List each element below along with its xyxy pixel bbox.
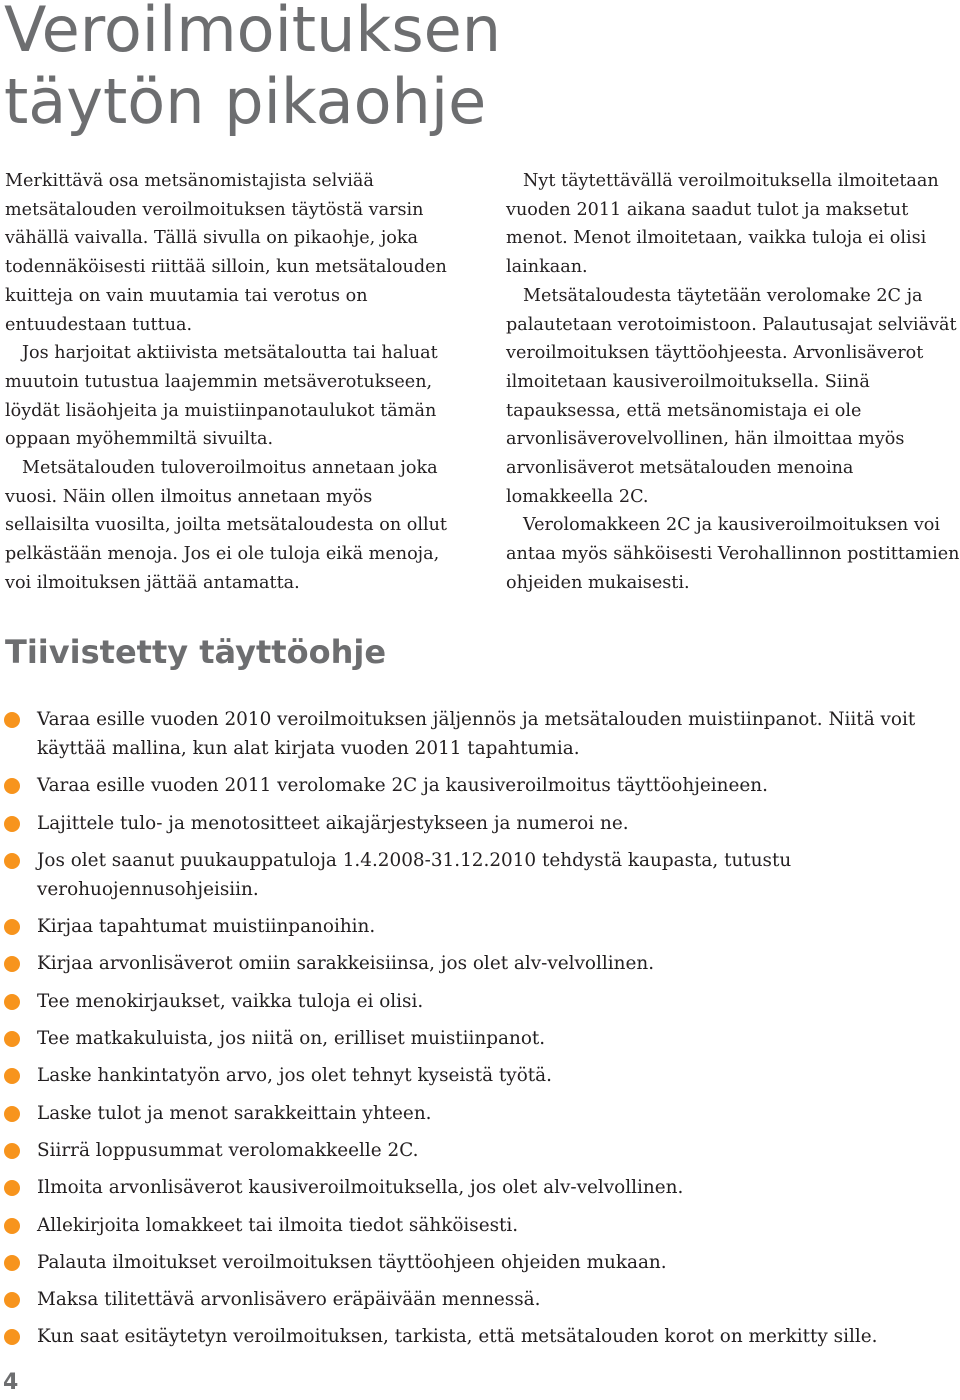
bullet-dot-icon xyxy=(4,1292,20,1308)
intro-paragraph: Metsätalouden tuloveroilmoitus annetaan joka vuosi. Näin ollen ilmoitus annetaan myös sellaisilta vuosilta, joilta metsätaloudesta on ollut pelkästään menoja. Jos ei ole tuloja eikä menoja, voi ilmoituksen jättää antamatta. xyxy=(5,458,447,593)
bullet-dot-icon xyxy=(4,1255,20,1271)
checklist-item xyxy=(0,809,960,838)
bullet-dot-icon xyxy=(4,1180,20,1196)
bullet-dot-icon xyxy=(4,778,20,794)
section-heading: Tiivistetty täyttöohje xyxy=(5,633,387,671)
checklist-item xyxy=(0,1173,960,1202)
checklist-item-text: Laske hankintatyön arvo, jos olet tehnyt kyseistä työtä. xyxy=(37,1065,552,1087)
page-title-line-1: Veroilmoituksen xyxy=(4,0,502,66)
checklist-item-text: Jos olet saanut puukauppatuloja 1.4.2008-31.12.2010 tehdystä kaupasta, tutustu verohuojennusohjeisiin. xyxy=(37,849,792,900)
checklist-item xyxy=(0,705,960,763)
checklist-item xyxy=(0,1285,960,1314)
checklist-item-text: Kun saat esitäytetyn veroilmoituksen, tarkista, että metsätalouden korot on merkitty sille. xyxy=(37,1326,878,1348)
checklist-item-text: Maksa tilitettävä arvonlisävero eräpäivään mennessä. xyxy=(37,1289,541,1311)
checklist-item xyxy=(0,987,960,1016)
checklist-item-text: Kirjaa arvonlisäverot omiin sarakkeisiinsa, jos olet alv-velvollinen. xyxy=(37,953,655,975)
checklist-item xyxy=(0,1024,960,1053)
bullet-dot-icon xyxy=(4,1329,20,1345)
checklist-item xyxy=(0,1211,960,1240)
page-title-line-2: täytön pikaohje xyxy=(4,65,487,138)
bullet-dot-icon xyxy=(4,1068,20,1084)
intro-right-column xyxy=(506,167,960,598)
checklist-item xyxy=(0,949,960,978)
bullet-dot-icon xyxy=(4,1143,20,1159)
intro-paragraph: Merkittävä osa metsänomistajista selviää metsätalouden veroilmoituksen täytöstä varsin vähällä vaivalla. Tällä sivulla on pikaohje, joka todennäköisesti riittää silloin, kun metsätalouden kuitteja on vain muutamia tai verotus on entuudestaan tuttua. xyxy=(5,171,447,335)
intro-paragraph: Nyt täytettävällä veroilmoituksella ilmoitetaan vuoden 2011 aikana saadut tulot ja maksetut menot. Menot ilmoitetaan, vaikka tuloja ei olisi lainkaan. xyxy=(506,171,939,278)
bullet-dot-icon xyxy=(4,816,20,832)
checklist-item xyxy=(0,1248,960,1277)
checklist-item-text: Lajittele tulo- ja menotositteet aikajärjestykseen ja numeroi ne. xyxy=(37,812,629,834)
bullet-dot-icon xyxy=(4,956,20,972)
checklist-item-text: Palauta ilmoitukset veroilmoituksen täyttöohjeen ohjeiden mukaan. xyxy=(37,1251,667,1273)
checklist-item-text: Varaa esille vuoden 2011 verolomake 2C ja kausiveroilmoitus täyttöohjeineen. xyxy=(37,775,768,797)
page-title xyxy=(4,0,501,138)
checklist-item xyxy=(0,912,960,941)
checklist-item-text: Allekirjoita lomakkeet tai ilmoita tiedot sähköisesti. xyxy=(37,1214,519,1236)
bullet-dot-icon xyxy=(4,1031,20,1047)
checklist-item-text: Siirrä loppusummat verolomakkeelle 2C. xyxy=(37,1139,419,1161)
bullet-dot-icon xyxy=(4,994,20,1010)
checklist-item xyxy=(0,1136,960,1165)
checklist-item xyxy=(0,846,960,904)
page-number: 4 xyxy=(3,1370,19,1395)
intro-paragraph: Metsätaloudesta täytetään verolomake 2C ja palautetaan verotoimistoon. Palautusajat selviävät veroilmoituksen täyttöohjeesta. Arvonlisäverot ilmoitetaan kausiveroilmoituksella. Siinä tapauksessa, että metsänomistaja ei ole arvonlisäverovelvollinen, hän ilmoittaa myös arvonlisäverot metsätalouden menoina lomakkeella 2C. xyxy=(506,285,957,507)
checklist-item xyxy=(0,1061,960,1090)
bullet-dot-icon xyxy=(4,1106,20,1122)
checklist-item-text: Varaa esille vuoden 2010 veroilmoituksen jäljennös ja metsätalouden muistiinpanot. Niitä voit käyttää mallina, kun alat kirjata vuoden 2011 tapahtumia. xyxy=(37,709,916,759)
checklist-item xyxy=(0,771,960,800)
bullet-dot-icon xyxy=(4,1218,20,1234)
bullet-dot-icon xyxy=(4,919,20,935)
checklist xyxy=(0,705,960,1360)
checklist-item-text: Kirjaa tapahtumat muistiinpanoihin. xyxy=(37,916,376,938)
intro-paragraph: Jos harjoitat aktiivista metsätaloutta tai haluat muutoin tutustua laajemmin metsäverotukseen, löydät lisäohjeita ja muistiinpanotaulukot tämän oppaan myöhemmiltä sivuilta. xyxy=(5,343,438,450)
intro-paragraph: Verolomakkeen 2C ja kausiveroilmoituksen voi antaa myös sähköisesti Verohallinnon postittamien ohjeiden mukaisesti. xyxy=(506,515,960,593)
checklist-item-text: Ilmoita arvonlisäverot kausiveroilmoituksella, jos olet alv-velvollinen. xyxy=(37,1177,684,1199)
checklist-item-text: Laske tulot ja menot sarakkeittain yhteen. xyxy=(37,1102,432,1124)
checklist-item xyxy=(0,1099,960,1128)
bullet-dot-icon xyxy=(4,712,20,728)
intro-left-column xyxy=(5,167,455,598)
checklist-item xyxy=(0,1322,960,1351)
checklist-item-text: Tee menokirjaukset, vaikka tuloja ei olisi. xyxy=(37,990,424,1012)
bullet-dot-icon xyxy=(4,853,20,869)
checklist-item-text: Tee matkakuluista, jos niitä on, erilliset muistiinpanot. xyxy=(37,1028,546,1050)
